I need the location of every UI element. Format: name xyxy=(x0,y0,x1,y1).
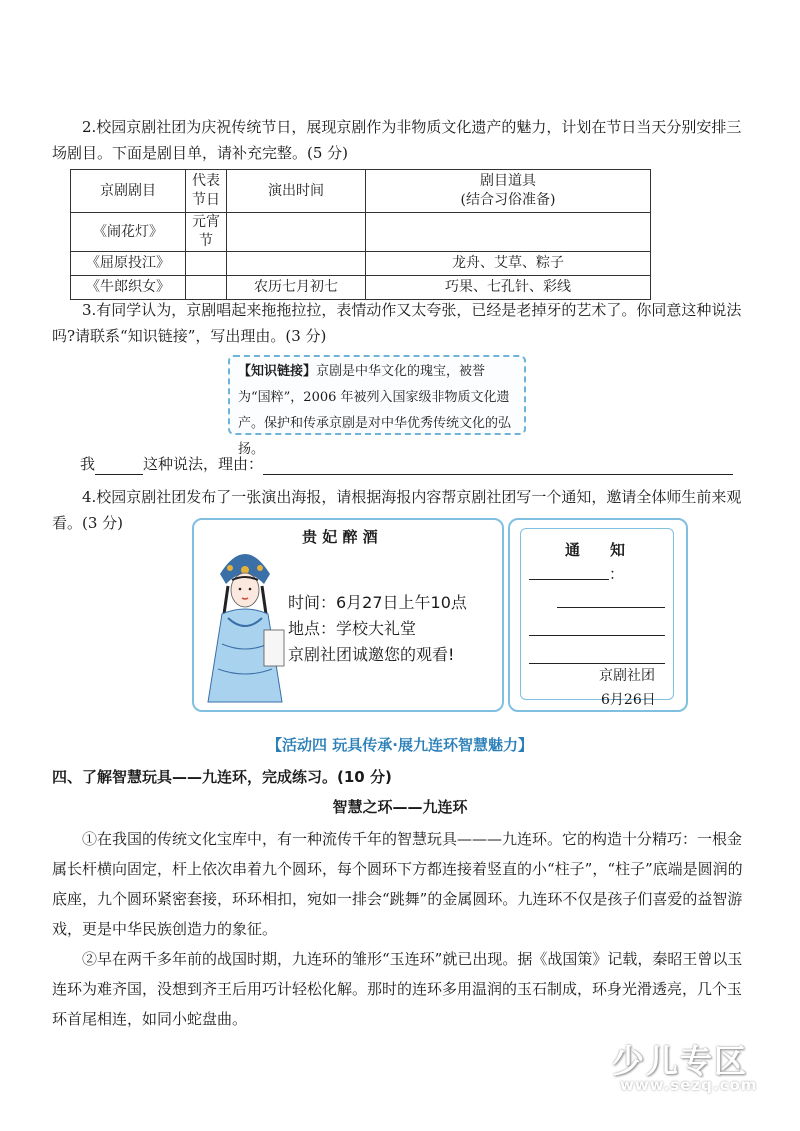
table-cell: 《牛郎织女》 xyxy=(71,276,186,300)
article-paragraph-1: ①在我国的传统文化宝库中，有一种流传千年的智慧玩具———九连环。它的构造十分精巧：一根金属长杆横向固定，杆上依次串着九个圆环，每个圆环下方都连接着竖直的小“柱子”，“柱子”底端是圆润的底座，九个圆环紧密套接，环环相扣，宛如一排会“跳舞”的金属圆环。九连环不仅是孩子们喜爱的益智游戏，更是中华民族创造力的象征。 xyxy=(52,830,743,938)
answer-blank-reason[interactable] xyxy=(263,456,733,475)
notice-salutation-blank[interactable] xyxy=(529,579,609,580)
performance-poster xyxy=(192,518,504,712)
poster-place: 地点：学校大礼堂 xyxy=(288,619,417,638)
opera-program-table xyxy=(70,169,651,300)
table-cell-blank[interactable] xyxy=(186,276,227,300)
table-row xyxy=(71,276,651,300)
activity-heading: 【活动四 玩具传承·展九连环智慧魅力】 xyxy=(267,736,533,754)
answer-mid: 这种说法，理由： xyxy=(143,455,264,473)
table-cell: 《屈原投江》 xyxy=(71,252,186,276)
question-2-text: 2.校园京剧社团为庆祝传统节日，展现京剧作为非物质文化遗产的魅力，计划在节日当天分别安排三场剧目。下面是剧目单，请补充完整。(5 分) xyxy=(52,118,742,162)
section-4-title: 四、了解智慧玩具——九连环，完成练习。(10 分) xyxy=(52,768,392,786)
props-header-note: (结合习俗准备) xyxy=(460,192,556,208)
table-cell-blank[interactable] xyxy=(227,252,366,276)
table-cell: 《闹花灯》 xyxy=(71,213,186,252)
knowledge-link-tag: 【知识链接】 xyxy=(238,364,317,379)
table-header-row xyxy=(71,170,651,213)
props-header: 剧目道具 xyxy=(480,173,536,189)
knowledge-link-body: 京剧是中华文化的瑰宝，被誉为“国粹”，2006 年被列入国家级非物质文化遗产。保护和传承京剧是对中华优秀传统文化的弘扬。 xyxy=(238,364,512,457)
poster-title: 贵 妃 醉 酒 xyxy=(302,528,378,546)
notice-body-line[interactable] xyxy=(557,607,665,608)
table-cell-blank[interactable] xyxy=(186,252,227,276)
knowledge-link-box xyxy=(228,355,526,457)
table-header: 代表节日 xyxy=(186,170,227,213)
answer-prefix: 我 xyxy=(80,455,96,473)
opera-performer-illustration xyxy=(202,534,288,704)
table-cell: 元宵节 xyxy=(186,213,227,252)
notice-title: 通 知 xyxy=(565,541,626,559)
site-watermark xyxy=(590,1036,790,1096)
question-3-text: 3.有同学认为，京剧唱起来拖拖拉拉，表情动作又太夸张，已经是老掉牙的艺术了。你同意这种说法吗?请联系“知识链接”，写出理由。(3 分) xyxy=(52,301,742,345)
poster-time: 时间：6月27日上午10点 xyxy=(288,593,467,612)
table-row xyxy=(71,213,651,252)
notice-signer: 京剧社团 xyxy=(599,668,655,684)
answer-blank-opinion[interactable] xyxy=(95,456,143,475)
notice-date: 6月26日 xyxy=(601,692,656,708)
watermark-url: www.sezq.com xyxy=(620,1076,758,1094)
table-cell: 龙舟、艾草、粽子 xyxy=(366,252,651,276)
notice-body-line[interactable] xyxy=(529,663,665,664)
table-cell: 巧果、七孔针、彩线 xyxy=(366,276,651,300)
table-cell-blank[interactable] xyxy=(227,213,366,252)
table-cell-blank[interactable] xyxy=(366,213,651,252)
notice-colon: ： xyxy=(609,565,625,583)
article-paragraph-2: ②早在两千多年前的战国时期，九连环的雏形“玉连环”就已出现。据《战国策》记载，秦昭王曾以玉连环为难齐国，没想到齐王后用巧计轻松化解。那时的连环多用温润的玉石制成，环身光滑透亮，几个玉环首尾相连，如同小蛇盘曲。 xyxy=(52,950,743,1028)
table-cell: 农历七月初七 xyxy=(227,276,366,300)
poster-details xyxy=(288,590,467,668)
notice-form xyxy=(508,518,688,712)
notice-body-line[interactable] xyxy=(529,635,665,636)
table-header xyxy=(366,170,651,213)
question-4-text: 4.校园京剧社团发布了一张演出海报，请根据海报内容帮京剧社团写一个通知，邀请全体师生前来观看。(3 分) xyxy=(52,488,742,532)
table-header: 演出时间 xyxy=(227,170,366,213)
watermark-logo: 少儿专区 xyxy=(612,1042,749,1080)
notice-frame xyxy=(520,528,674,708)
article-title: 智慧之环——九连环 xyxy=(332,798,468,816)
question-3-answer-line xyxy=(80,453,760,475)
table-header: 京剧剧目 xyxy=(71,170,186,213)
table-row xyxy=(71,252,651,276)
poster-invitation: 京剧社团诚邀您的观看! xyxy=(288,645,455,664)
